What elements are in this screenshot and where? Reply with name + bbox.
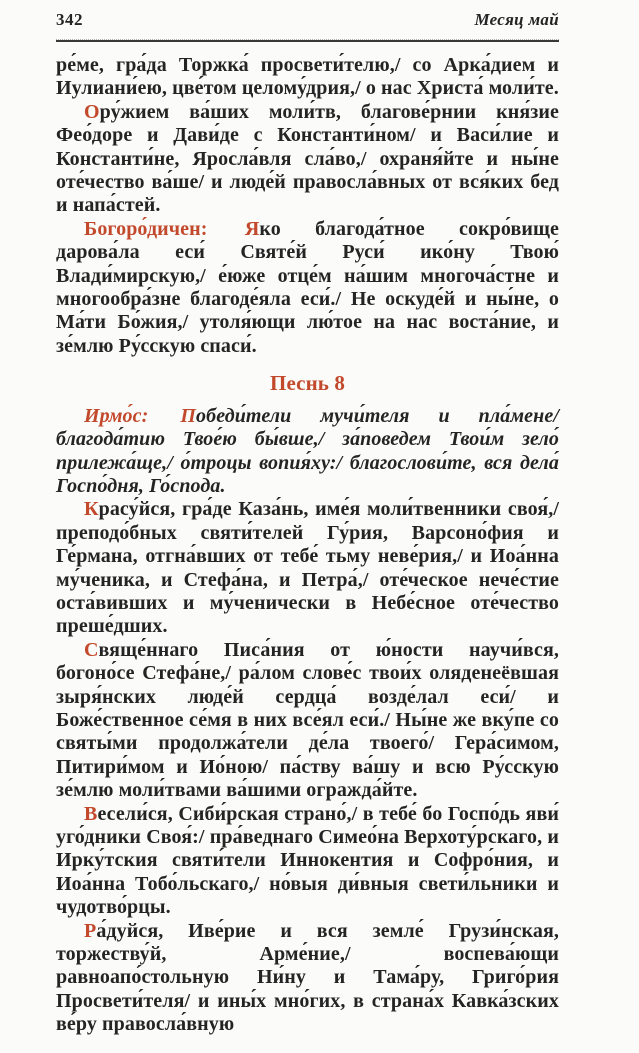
header-rule xyxy=(56,39,559,42)
liturgical-paragraph xyxy=(56,405,559,499)
liturgical-paragraph xyxy=(56,218,559,358)
page-header xyxy=(56,10,559,30)
liturgical-paragraph xyxy=(56,920,559,1037)
liturgical-paragraph xyxy=(56,54,559,101)
initial-letter: В xyxy=(84,802,98,825)
liturgical-paragraph xyxy=(56,803,559,920)
page-number: 342 xyxy=(56,10,83,29)
initial-letter: П xyxy=(180,404,197,427)
paragraph-text: обеди́тели мучи́теля и пла́мене/ благода́тию Твое́ю бы́вше,/ за́поведем Твои́м зело́ прилежа́ще,/ о́троцы вопия́ху:/ благослови́те, вся дела́ Госпо́дня, Го́спода. xyxy=(56,404,559,497)
paragraph-text: расу́йся, гра́де Каза́нь, име́я моли́твенники своя́,/ преподо́бных святи́телей Гу́рия, Варсоно́фия и Ге́рмана, отгна́вших от тебе́ тьму неве́рия,/ и Иоа́нна му́ченика, и Стефа́на, и Петра́,/ оте́ческое нече́стие оста́вивших и му́ченически в Небе́сное оте́чество преше́дших. xyxy=(56,498,559,638)
initial-letter: О xyxy=(84,100,100,123)
initial-letter: Я xyxy=(244,217,260,240)
paragraph-text: ко благода́тное сокро́вище дарова́ла еси́ Святе́й Руси́ ико́ну Твою́ Влади́мирскую,/ е́юже отце́м на́шим многоча́стне и многообра́зне благоде́яла еси́./ Не оскуде́й и ны́не, о Ма́ти Бо́жия,/ утоля́ющи лю́тое на нас воста́ние, и зе́млю Ру́сскую спаси́. xyxy=(56,217,559,357)
liturgical-paragraph xyxy=(56,101,559,218)
paragraph-text: ру́жием ва́ших моли́тв, благове́рнии кня́зие Фео́доре и Дави́де с Константи́ном/ и Васи́лие и Константи́не, Яросла́вля сла́во,/ охраня́йте и ны́не оте́чество ва́ше/ и люде́й правосла́вных от вся́ких бед и напа́стей. xyxy=(56,100,559,217)
initial-letter: Р xyxy=(84,919,97,942)
paragraph-text: есели́ся, Сиби́рская страно́,/ в тебе́ бо Госпо́дь яви́ уго́дники Своя́:/ пра́веднаго Симео́на Верхоту́рскаго, и Ирку́тския святи́тели Иннокентия и Софро́ния, и Иоа́нна Тобо́льскаго,/ но́выя ди́вныя свети́льники и чудотво́рцы. xyxy=(56,802,559,919)
initial-letter: С xyxy=(84,638,99,661)
liturgical-paragraph xyxy=(56,639,559,803)
paragraph-text: ре́ме, гра́да Торжка́ просвети́телю,/ со Арка́дием и Иулиани́ею, цве́том целому́дрия,/ о нас Христа́ моли́те. xyxy=(56,54,559,100)
liturgical-paragraph xyxy=(56,498,559,638)
running-title: Месяц май xyxy=(474,10,559,29)
initial-letter: К xyxy=(84,498,99,521)
section-heading: Песнь 8 xyxy=(270,371,345,396)
paragraph-text: а́дуйся, Иве́рие и вся земле́ Грузи́нская, торжеству́й, Арме́ние,/ воспева́ющи равноапо́стольную Ни́ну и Тама́ру, Григо́рия Просвети́теля/ и ины́х мно́гих, в страна́х Кавка́зских ве́ру правосла́вную xyxy=(56,919,559,1036)
rubric-label: Богоро́дичен: xyxy=(84,217,208,240)
page-body xyxy=(56,54,559,1037)
paragraph-text: вяще́ннаго Писа́ния от ю́ности научи́вся, богоно́се Стефа́не,/ ра́лом слове́с твои́х оляденеёвшая зыря́нских люде́й сердца́ возде́лал еси́/ и Боже́ственное се́мя в них все́ял еси́./ Ны́не же вку́пе со святы́ми продолжа́тели де́ла твоего́/ Гера́симом, Питири́мом и Ио́ною/ па́ству ва́шу и всю Ру́сскую зе́млю моли́твами ва́шими огражда́йте. xyxy=(56,638,559,802)
rubric-label: Ирмо́с: xyxy=(84,404,149,427)
